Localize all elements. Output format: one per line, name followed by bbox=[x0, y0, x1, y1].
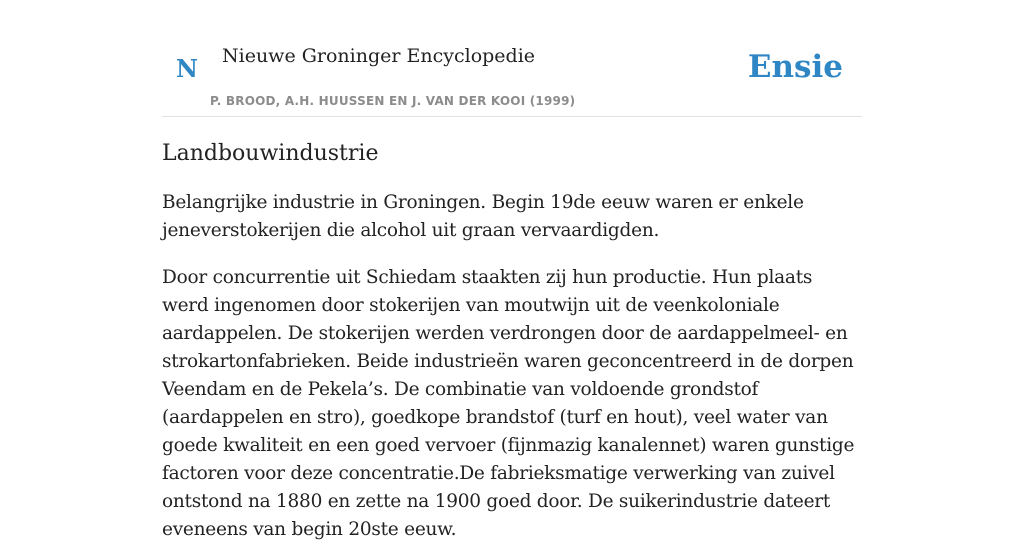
book-authors: P. BROOD, A.H. HUUSSEN EN J. VAN DER KOOI (1999) bbox=[210, 94, 576, 108]
book-logo[interactable]: N bbox=[176, 54, 198, 83]
brand-logo[interactable]: Ensie bbox=[747, 49, 843, 85]
book-title[interactable]: Nieuwe Groninger Encyclopedie bbox=[222, 45, 536, 67]
article-paragraph: Door concurrentie uit Schiedam staakten zij hun productie. Hun plaats werd ingenomen door stokerijen van moutwijn uit de veenkoloniale aardappelen. De stokerijen werden verdrongen door de aardappelmeel- en strokartonfabrieken. Beide industrieën waren geconcentreerd in de dorpen Veendam en de Pekela’s. De combinatie van voldoende grondstof (aardappelen en stro), goedkope brandstof (turf en hout), veel water van goede kwaliteit en een goed vervoer (fijnmazig kanalennet) waren gunstige factoren voor deze concentratie.De fabrieksmatige verwerking van zuivel ontstond na 1880 en zette na 1900 goed door. De suikerindustrie dateert eveneens van begin 20ste eeuw. bbox=[162, 267, 855, 540]
article-paragraph: Belangrijke industrie in Groningen. Begin 19de eeuw waren er enkele jeneverstokerijen die alcohol uit graan vervaardigden. bbox=[162, 192, 804, 241]
article-title: Landbouwindustrie bbox=[162, 141, 379, 166]
article bbox=[162, 138, 862, 544]
book-header bbox=[162, 0, 862, 117]
